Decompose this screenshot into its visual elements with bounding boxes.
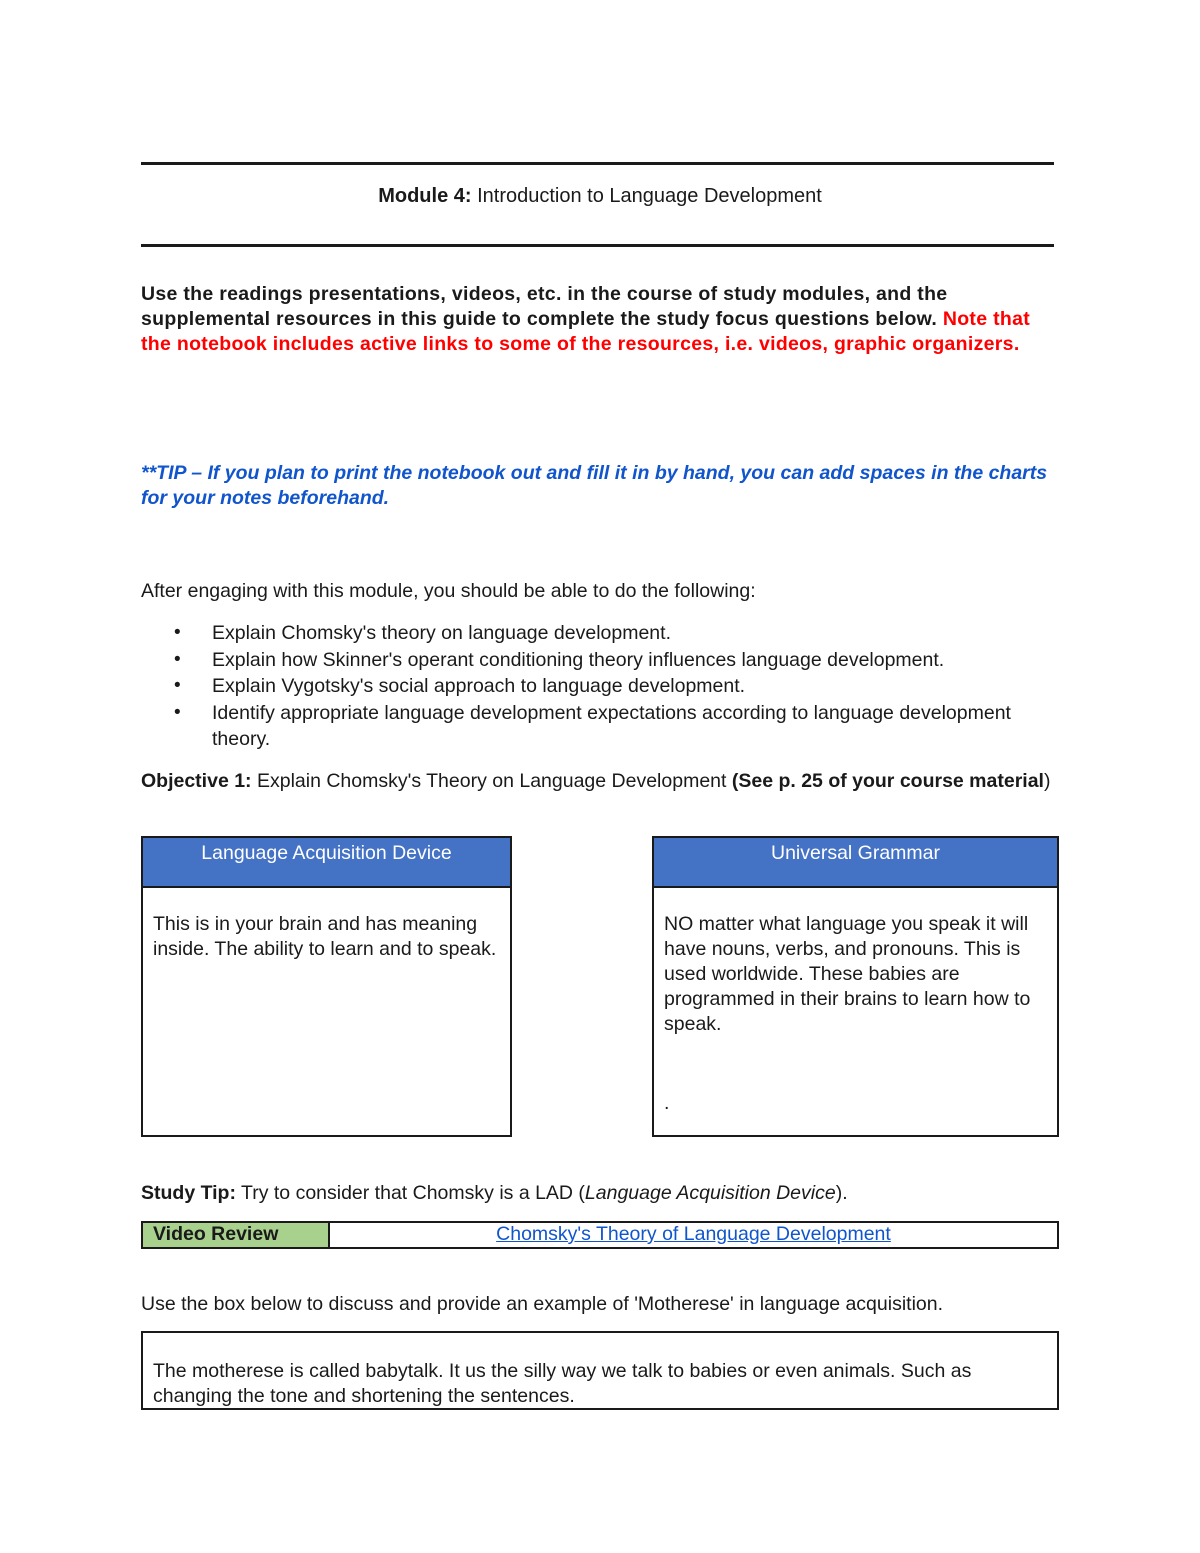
intro-text: Use the readings presentations, videos, etc. in the course of study modules, and the supplemental resources in this guide to complete the study focus questions below.: [141, 283, 948, 330]
list-item: • Explain Chomsky's theory on language development.: [141, 620, 1056, 647]
module-label: Module 4:: [378, 185, 472, 207]
top-rule: [141, 162, 1054, 165]
ug-box: [652, 836, 1059, 1137]
lad-box-title: Language Acquisition Device: [143, 838, 510, 888]
intro-paragraph: [141, 282, 1056, 357]
motherese-prompt: Use the box below to discuss and provide an example of 'Motherese' in language acquisition.: [141, 1293, 944, 1315]
video-review-label: Video Review: [143, 1223, 330, 1247]
objectives-intro: After engaging with this module, you should be able to do the following:: [141, 580, 756, 602]
lad-box-body[interactable]: This is in your brain and has meaning inside. The ability to learn and to speak.: [153, 913, 497, 960]
page-title: [141, 185, 1059, 208]
objective-1: Objective 1: Explain Chomsky's Theory on Language Development (See p. 25 of your course material): [141, 770, 1051, 792]
motherese-answer-box[interactable]: The motherese is called babytalk. It us the silly way we talk to babies or even animals. Such as changing the tone and shortening the sentences.: [141, 1331, 1059, 1410]
bullet-icon: •: [174, 675, 181, 696]
study-tip: Study Tip: Try to consider that Chomsky is a LAD (Language Acquisition Device).: [141, 1182, 848, 1204]
lad-box: [141, 836, 512, 1137]
bullet-icon: •: [174, 648, 181, 670]
ug-box-body[interactable]: NO matter what language you speak it will have nouns, verbs, and pronouns. This is used worldwide. These babies are programmed in their brains to learn how to speak.: [664, 913, 1031, 1035]
intro-note: Note that the notebook includes active links to some of the resources, i.e. videos, graphic organizers.: [141, 308, 1031, 355]
module-title: Introduction to Language Development: [471, 185, 822, 207]
objective-1-ref: (See p. 25 of your course material: [731, 770, 1044, 792]
list-item: • Identify appropriate language development expectations according to language development theory.: [174, 701, 1011, 750]
ug-box-title: Universal Grammar: [654, 838, 1057, 888]
study-tip-label: Study Tip:: [141, 1182, 236, 1204]
tip-text: **TIP – If you plan to print the notebook out and fill it in by hand, you can add spaces in the charts for your notes beforehand.: [141, 462, 1048, 509]
objective-1-label: Objective 1:: [141, 770, 252, 792]
ug-box-trailing: .: [664, 1092, 670, 1114]
bottom-rule: [141, 244, 1054, 247]
video-review-table: [141, 1221, 1059, 1249]
video-review-link[interactable]: Chomsky's Theory of Language Development: [496, 1223, 891, 1245]
bullet-icon: •: [174, 701, 181, 723]
list-item: • Explain Vygotsky's social approach to language development.: [141, 673, 1056, 700]
list-item: • Explain how Skinner's operant conditioning theory influences language development.: [141, 647, 1056, 674]
objective-1-text: Explain Chomsky's Theory on Language Development: [251, 770, 732, 792]
objectives-list: [141, 620, 1056, 753]
bullet-icon: •: [174, 622, 181, 643]
